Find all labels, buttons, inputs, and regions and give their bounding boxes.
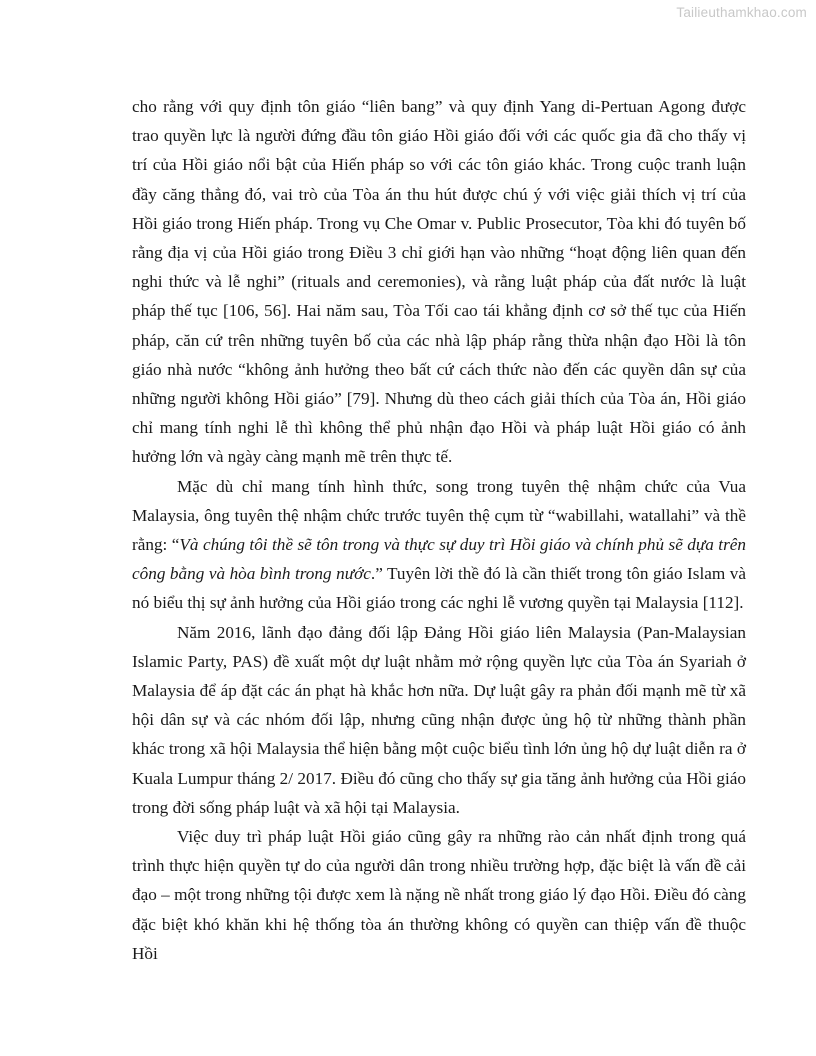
paragraph-2-oath-quote: Và chúng tôi thề sẽ tôn trong và thực sự duy trì Hồi giáo và chính phủ sẽ dựa trên công bằng và hòa bình trong nước [132, 535, 746, 584]
watermark-text: Tailieuthamkhao.com [676, 5, 807, 20]
paragraph-4: Việc duy trì pháp luật Hồi giáo cũng gây ra những rào cản nhất định trong quá trình thực hiện quyền tự do của người dân trong nhiều trường hợp, đặc biệt là vấn đề cải đạo – một trong những tội được xem là nặng nề nhất trong giáo lý đạo Hồi. Điều đó càng đặc biệt khó khăn khi hệ thống tòa án thường không có quyền can thiệp vấn đề thuộc Hồi [132, 827, 746, 963]
paragraph-2-text-before: Mặc dù chỉ mang tính hình thức, song trong tuyên thệ nhậm chức của Vua Malaysia, ông tuyên thệ nhậm chức trước tuyên thệ cụm từ “wabillahi, watallahi” và thề rằng: “ [132, 476, 746, 555]
paragraph-2 [132, 472, 746, 618]
paragraph-1: cho rằng với quy định tôn giáo “liên bang” và quy định Yang di-Pertuan Agong được trao quyền lực là người đứng đầu tôn giáo Hồi giáo đối với các quốc gia đã cho thấy vị trí của Hồi giáo nổi bật của Hiến pháp so với các tôn giáo khác. Trong cuộc tranh luận đầy căng thẳng đó, vai trò của Tòa án thu hút được chú ý với việc giải thích vị trí của Hồi giáo trong Hiến pháp. Trong vụ Che Omar v. Public Prosecutor, Tòa khi đó tuyên bố rằng địa vị của Hồi giáo trong Điều 3 chỉ giới hạn vào những “hoạt động liên quan đến nghi thức và lễ nghi” (rituals and ceremonies), và rằng luật pháp của đất nước là luật pháp thế tục [106, 56]. Hai năm sau, Tòa Tối cao tái khẳng định cơ sở thế tục của Hiến pháp, căn cứ trên những tuyên bố của các nhà lập pháp rằng thừa nhận đạo Hồi là tôn giáo nhà nước “không ảnh hưởng theo bất cứ cách thức nào đến các quyền dân sự của những người không Hồi giáo” [79]. Nhưng dù theo cách giải thích của Tòa án, Hồi giáo chỉ mang tính nghi lễ thì không thể phủ nhận đạo Hồi và pháp luật Hồi giáo có ảnh hưởng lớn và ngày càng mạnh mẽ trên thực tế. [132, 97, 746, 467]
paragraph-3: Năm 2016, lãnh đạo đảng đối lập Đảng Hồi giáo liên Malaysia (Pan-Malaysian Islamic Party, PAS) đề xuất một dự luật nhằm mở rộng quyền lực của Tòa án Syariah ở Malaysia để áp đặt các án phạt hà khắc hơn nữa. Dự luật gây ra phản đối mạnh mẽ từ xã hội dân sự và các nhóm đối lập, nhưng cũng nhận được ủng hộ từ những thành phần khác trong xã hội Malaysia thể hiện bằng một cuộc biểu tình lớn ủng hộ dự luật diễn ra ở Kuala Lumpur tháng 2/ 2017. Điều đó cũng cho thấy sự gia tăng ảnh hưởng của Hồi giáo trong đời sống pháp luật và xã hội tại Malaysia. [132, 622, 746, 817]
paragraph-2-text-after: .” Tuyên lời thề đó là cần thiết trong tôn giáo Islam và nó biểu thị sự ảnh hưởng của Hồi giáo trong các nghi lễ vương quyền tại Malaysia [112]. [132, 564, 746, 613]
document-body [132, 92, 746, 968]
